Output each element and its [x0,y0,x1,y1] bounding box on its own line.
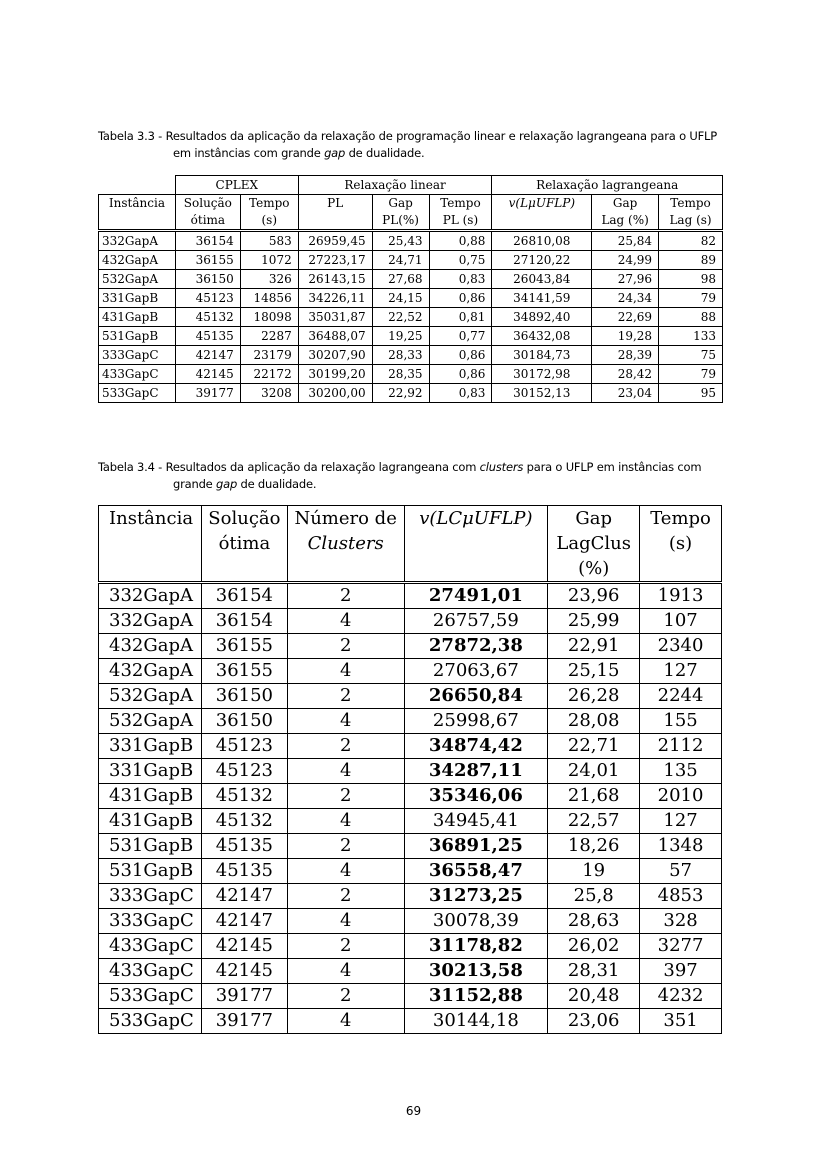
header-v-lc [404,506,548,583]
cell-tempo: 326 [240,270,298,289]
header-text: Lag (%) [601,213,649,227]
cell-v-lc: 30078,39 [404,909,548,934]
group-header-row [99,176,723,195]
cell-tempo: 2244 [640,684,722,709]
cell-tempo-pl: 0,81 [429,308,492,327]
table-row [99,959,722,984]
header-text: (%) [578,558,610,579]
cell-solucao: 45135 [201,834,287,859]
cell-tempo: 4232 [640,984,722,1009]
cell-gap-lagclus: 22,57 [548,809,640,834]
table-row [99,859,722,884]
cell-instancia: 332GapA [99,583,202,609]
cell-instancia: 333GapC [99,884,202,909]
cell-numero-clusters: 4 [287,609,404,634]
cell-solucao: 36155 [175,251,240,270]
cell-numero-clusters: 4 [287,659,404,684]
cell-solucao: 36154 [201,609,287,634]
table-row [99,759,722,784]
cell-tempo: 155 [640,709,722,734]
cell-gap-pl: 25,43 [372,231,429,251]
header-text: LagClus [556,533,631,554]
cell-tempo: 1913 [640,583,722,609]
cell-tempo: 127 [640,809,722,834]
cell-pl: 26959,45 [298,231,372,251]
cell-numero-clusters: 2 [287,984,404,1009]
cell-numero-clusters: 4 [287,709,404,734]
cell-tempo: 351 [640,1009,722,1034]
table-row [99,634,722,659]
cell-gap-pl: 19,25 [372,327,429,346]
cell-gap-pl: 28,35 [372,365,429,384]
cell-gap-lagclus: 25,8 [548,884,640,909]
cell-gap-lag: 28,39 [592,346,659,365]
cell-gap-lag: 25,84 [592,231,659,251]
cell-tempo-pl: 0,83 [429,384,492,403]
cell-v-lc: 34287,11 [404,759,548,784]
cell-numero-clusters: 2 [287,734,404,759]
cell-solucao: 42147 [201,884,287,909]
header-instancia [99,506,202,583]
header-text: ótima [190,213,226,227]
cell-instancia: 332GapA [99,609,202,634]
header-text: (s) [668,533,693,554]
cell-tempo: 57 [640,859,722,884]
caption-text: Tabela 3.4 - Resultados da aplicação da relaxação lagrangeana com [98,460,480,474]
table-row [99,934,722,959]
cell-numero-clusters: 2 [287,634,404,659]
cell-tempo: 14856 [240,289,298,308]
table-3-3-body [99,231,723,403]
header-text: Tempo [440,196,481,210]
cell-gap-lag: 23,04 [592,384,659,403]
caption-em: gap [324,146,346,160]
cell-solucao: 36154 [201,583,287,609]
cell-tempo-pl: 0,86 [429,365,492,384]
cell-solucao: 45135 [175,327,240,346]
caption-text: grande [173,477,216,491]
table-3-4-body [99,583,722,1034]
cell-solucao: 45123 [201,759,287,784]
table-row [99,365,723,384]
cell-numero-clusters: 4 [287,1009,404,1034]
caption-line-1 [98,460,701,474]
cell-instancia: 333GapC [99,909,202,934]
cell-v-lc: 31152,88 [404,984,548,1009]
cell-numero-clusters: 2 [287,934,404,959]
table-row [99,809,722,834]
cell-instancia: 431GapB [99,784,202,809]
cell-tempo-lag: 88 [659,308,723,327]
cell-tempo: 23179 [240,346,298,365]
cell-tempo: 4853 [640,884,722,909]
table-3-4 [98,505,722,1034]
cell-gap-pl: 28,33 [372,346,429,365]
table-row [99,384,723,403]
header-numero-clusters [287,506,404,583]
cell-solucao: 36154 [175,231,240,251]
cell-instancia: 432GapA [99,634,202,659]
cell-v-lc: 36891,25 [404,834,548,859]
caption-line-2 [98,476,730,493]
header-text: ótima [218,533,271,554]
cell-numero-clusters: 2 [287,784,404,809]
cell-instancia: 432GapA [99,659,202,684]
cell-tempo: 18098 [240,308,298,327]
header-text: Tempo [249,196,290,210]
cell-v-lag: 34141,59 [492,289,592,308]
table-row [99,270,723,289]
header-gap-lagclus [548,506,640,583]
cell-instancia: 331GapB [99,289,176,308]
cell-v-lc: 27491,01 [404,583,548,609]
cell-gap-lagclus: 20,48 [548,984,640,1009]
cell-solucao: 42145 [201,934,287,959]
cell-gap-pl: 24,71 [372,251,429,270]
cell-pl: 30200,00 [298,384,372,403]
cell-solucao: 42147 [201,909,287,934]
header-pl [298,195,372,231]
cell-v-lc: 27063,67 [404,659,548,684]
cell-gap-lag: 27,96 [592,270,659,289]
table-row [99,346,723,365]
cell-tempo-pl: 0,77 [429,327,492,346]
cell-solucao: 36155 [201,634,287,659]
cell-v-lc: 36558,47 [404,859,548,884]
cell-tempo-pl: 0,75 [429,251,492,270]
cell-tempo-lag: 95 [659,384,723,403]
cell-gap-lagclus: 19 [548,859,640,884]
cell-v-lag: 34892,40 [492,308,592,327]
cell-v-lag: 27120,22 [492,251,592,270]
header-text: Solução [183,196,232,210]
cell-tempo: 107 [640,609,722,634]
header-solucao [175,195,240,231]
cell-solucao: 45132 [201,784,287,809]
cell-instancia: 331GapB [99,759,202,784]
cell-gap-pl: 22,52 [372,308,429,327]
cell-instancia: 532GapA [99,684,202,709]
cell-solucao: 42145 [201,959,287,984]
cell-instancia: 531GapB [99,834,202,859]
table-row [99,834,722,859]
cell-tempo: 127 [640,659,722,684]
cell-pl: 30207,90 [298,346,372,365]
caption-text: de dualidade. [237,477,317,491]
cell-gap-lagclus: 25,99 [548,609,640,634]
cell-solucao: 39177 [201,1009,287,1034]
cell-v-lag: 26810,08 [492,231,592,251]
cell-v-lc: 27872,38 [404,634,548,659]
table-row [99,327,723,346]
cell-instancia: 431GapB [99,809,202,834]
header-text: (s) [261,213,278,227]
cell-gap-lagclus: 23,96 [548,583,640,609]
cell-solucao: 36150 [175,270,240,289]
cell-gap-lagclus: 24,01 [548,759,640,784]
caption-text: em instâncias com grande [173,146,325,160]
header-text: v(LμUFLP) [508,196,576,210]
header-text: PL(%) [382,213,419,227]
cell-solucao: 45123 [201,734,287,759]
cell-gap-lag: 19,28 [592,327,659,346]
cell-tempo: 2340 [640,634,722,659]
caption-text: para o UFLP em instâncias com [523,460,702,474]
cell-pl: 30199,20 [298,365,372,384]
cell-tempo: 328 [640,909,722,934]
table-row [99,709,722,734]
header-tempo-lag [659,195,723,231]
table-row [99,884,722,909]
cell-pl: 27223,17 [298,251,372,270]
group-header-cplex: CPLEX [175,176,298,195]
cell-v-lc: 34945,41 [404,809,548,834]
cell-tempo-lag: 133 [659,327,723,346]
cell-instancia: 433GapC [99,959,202,984]
caption-text: de dualidade. [345,146,425,160]
cell-instancia: 531GapB [99,859,202,884]
cell-gap-pl: 24,15 [372,289,429,308]
table-row [99,231,723,251]
cell-instancia: 433GapC [99,934,202,959]
cell-pl: 34226,11 [298,289,372,308]
cell-gap-lagclus: 28,31 [548,959,640,984]
cell-tempo: 2010 [640,784,722,809]
cell-gap-lag: 24,34 [592,289,659,308]
caption-line-1: Tabela 3.3 - Resultados da aplicação da relaxação de programação linear e relaxação lagrangeana para o UFLP [98,129,717,143]
cell-gap-lagclus: 26,02 [548,934,640,959]
cell-tempo: 22172 [240,365,298,384]
cell-numero-clusters: 2 [287,684,404,709]
header-tempo-pl [429,195,492,231]
table-row [99,659,722,684]
cell-gap-lag: 24,99 [592,251,659,270]
table-row [99,289,723,308]
table-row [99,784,722,809]
header-gap-lag [592,195,659,231]
cell-gap-lagclus: 26,28 [548,684,640,709]
cell-v-lc: 30144,18 [404,1009,548,1034]
column-header-row [99,506,722,583]
group-header-linear: Relaxação linear [298,176,492,195]
cell-gap-lag: 28,42 [592,365,659,384]
cell-tempo-lag: 89 [659,251,723,270]
cell-gap-lagclus: 28,08 [548,709,640,734]
empty-header-cell [99,176,176,195]
header-text: PL [327,196,344,210]
cell-tempo: 1348 [640,834,722,859]
cell-tempo: 2112 [640,734,722,759]
cell-gap-lagclus: 22,91 [548,634,640,659]
cell-tempo-lag: 79 [659,289,723,308]
table-row [99,734,722,759]
cell-v-lc: 31178,82 [404,934,548,959]
cell-instancia: 433GapC [99,365,176,384]
header-text: Instância [108,196,165,210]
header-text: Gap [388,196,413,210]
cell-tempo: 1072 [240,251,298,270]
header-text: Tempo [650,508,711,529]
header-text: Lag (s) [669,213,712,227]
header-instancia [99,195,176,231]
table-row [99,583,722,609]
page-number: 69 [405,1104,422,1118]
header-text: Instância [109,508,194,529]
header-text: PL (s) [442,213,479,227]
cell-v-lag: 26043,84 [492,270,592,289]
cell-tempo: 2287 [240,327,298,346]
cell-v-lc: 34874,42 [404,734,548,759]
cell-gap-lag: 22,69 [592,308,659,327]
cell-solucao: 45132 [175,308,240,327]
caption-line-2 [98,145,730,162]
header-text: Clusters [307,533,384,554]
table-row [99,251,723,270]
caption-em: clusters [479,460,524,474]
cell-pl: 36488,07 [298,327,372,346]
cell-numero-clusters: 4 [287,759,404,784]
cell-pl: 26143,15 [298,270,372,289]
cell-instancia: 533GapC [99,1009,202,1034]
cell-instancia: 533GapC [99,984,202,1009]
cell-solucao: 42145 [175,365,240,384]
cell-instancia: 532GapA [99,709,202,734]
cell-numero-clusters: 4 [287,859,404,884]
cell-solucao: 45132 [201,809,287,834]
cell-v-lc: 26757,59 [404,609,548,634]
caption-em: gap [216,477,238,491]
cell-tempo: 135 [640,759,722,784]
cell-numero-clusters: 2 [287,884,404,909]
cell-instancia: 432GapA [99,251,176,270]
cell-v-lc: 31273,25 [404,884,548,909]
cell-solucao: 45135 [201,859,287,884]
cell-v-lc: 26650,84 [404,684,548,709]
cell-v-lc: 30213,58 [404,959,548,984]
header-tempo [640,506,722,583]
cell-instancia: 431GapB [99,308,176,327]
cell-solucao: 36155 [201,659,287,684]
cell-numero-clusters: 4 [287,909,404,934]
cell-instancia: 533GapC [99,384,176,403]
cell-solucao: 36150 [201,709,287,734]
table-row [99,684,722,709]
header-text: Solução [208,508,281,529]
header-gap-pl [372,195,429,231]
cell-tempo-pl: 0,88 [429,231,492,251]
table-row [99,984,722,1009]
header-text: Gap [575,508,612,529]
cell-instancia: 332GapA [99,231,176,251]
column-header-row [99,195,723,231]
table-row [99,1009,722,1034]
cell-gap-lagclus: 22,71 [548,734,640,759]
cell-tempo-lag: 75 [659,346,723,365]
cell-gap-lagclus: 23,06 [548,1009,640,1034]
header-solucao [201,506,287,583]
cell-numero-clusters: 2 [287,583,404,609]
cell-tempo: 3277 [640,934,722,959]
cell-v-lc: 25998,67 [404,709,548,734]
cell-instancia: 532GapA [99,270,176,289]
cell-v-lag: 30152,13 [492,384,592,403]
cell-gap-pl: 22,92 [372,384,429,403]
table-3-4-caption [98,459,730,493]
cell-numero-clusters: 4 [287,809,404,834]
cell-v-lag: 36432,08 [492,327,592,346]
cell-tempo-pl: 0,83 [429,270,492,289]
header-text: Gap [612,196,638,210]
cell-numero-clusters: 2 [287,834,404,859]
cell-gap-lagclus: 25,15 [548,659,640,684]
cell-v-lag: 30172,98 [492,365,592,384]
cell-instancia: 531GapB [99,327,176,346]
cell-gap-lagclus: 21,68 [548,784,640,809]
table-3-3-caption [98,128,730,162]
cell-tempo: 3208 [240,384,298,403]
header-tempo [240,195,298,231]
cell-tempo-lag: 98 [659,270,723,289]
table-row [99,609,722,634]
cell-pl: 35031,87 [298,308,372,327]
cell-solucao: 42147 [175,346,240,365]
cell-tempo-lag: 82 [659,231,723,251]
header-text: Número de [294,508,397,529]
cell-solucao: 45123 [175,289,240,308]
header-text: v(LCμUFLP) [419,508,533,529]
table-row [99,909,722,934]
cell-numero-clusters: 4 [287,959,404,984]
cell-gap-pl: 27,68 [372,270,429,289]
cell-v-lag: 30184,73 [492,346,592,365]
cell-gap-lagclus: 18,26 [548,834,640,859]
table-row [99,308,723,327]
table-3-3 [98,175,723,403]
cell-instancia: 331GapB [99,734,202,759]
cell-v-lc: 35346,06 [404,784,548,809]
cell-tempo: 397 [640,959,722,984]
cell-gap-lagclus: 28,63 [548,909,640,934]
cell-solucao: 39177 [175,384,240,403]
cell-solucao: 39177 [201,984,287,1009]
header-text: Tempo [670,196,711,210]
header-v-lag [492,195,592,231]
group-header-lagrangean: Relaxação lagrangeana [492,176,723,195]
cell-solucao: 36150 [201,684,287,709]
cell-tempo: 583 [240,231,298,251]
cell-tempo-pl: 0,86 [429,289,492,308]
cell-tempo-lag: 79 [659,365,723,384]
cell-instancia: 333GapC [99,346,176,365]
cell-tempo-pl: 0,86 [429,346,492,365]
